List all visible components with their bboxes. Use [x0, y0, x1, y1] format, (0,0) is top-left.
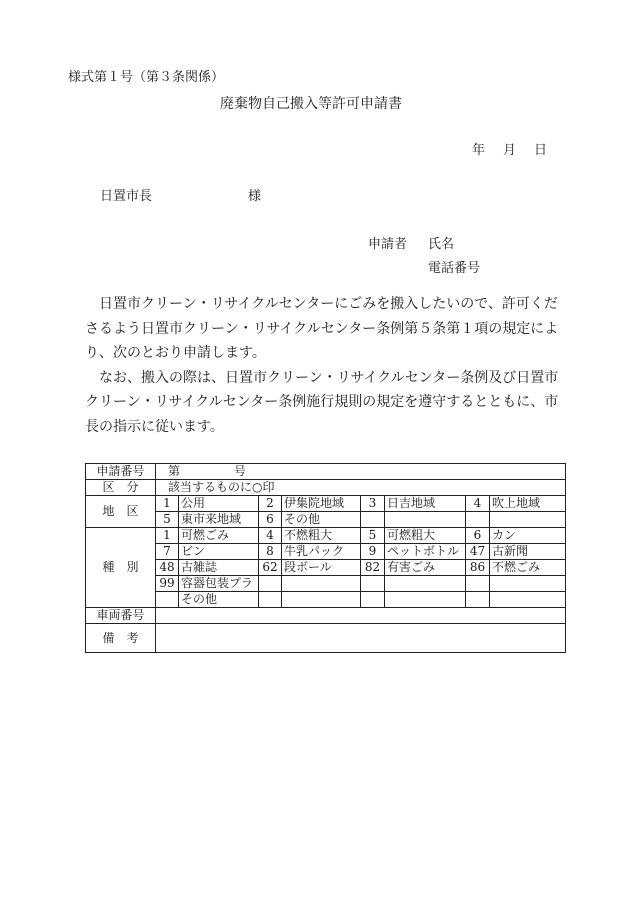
- type-option-number: 6: [466, 528, 490, 544]
- type-option-name[interactable]: 古新聞: [490, 544, 566, 560]
- type-option-number: [156, 592, 179, 608]
- type-option-number: [259, 576, 282, 592]
- type-option-name[interactable]: 段ボール: [282, 560, 361, 576]
- area-option-number: 1: [156, 496, 179, 512]
- type-option-number: 4: [259, 528, 282, 544]
- category-instruction: 該当するものに○印: [156, 480, 566, 496]
- type-option-name[interactable]: 可燃ごみ: [179, 528, 259, 544]
- area-option-name[interactable]: 東市来地域: [179, 512, 259, 528]
- area-option-name[interactable]: その他: [282, 512, 361, 528]
- type-option-name[interactable]: ペットボトル: [385, 544, 466, 560]
- type-option-number: [466, 592, 490, 608]
- area-label: 地 区: [86, 496, 156, 528]
- type-label: 種 別: [86, 528, 156, 608]
- type-option-number: [466, 576, 490, 592]
- type-option-name[interactable]: 不燃粗大: [282, 528, 361, 544]
- type-option-name[interactable]: 容器包装プラ: [179, 576, 259, 592]
- type-option-name: [385, 592, 466, 608]
- application-table: [85, 463, 566, 653]
- area-option-name[interactable]: 吹上地域: [490, 496, 566, 512]
- type-option-number: 7: [156, 544, 179, 560]
- type-row: [86, 560, 566, 576]
- applicant-label: 申請者: [368, 237, 408, 252]
- body-text: [85, 292, 570, 440]
- area-option-number: 2: [259, 496, 282, 512]
- type-option-name[interactable]: 不燃ごみ: [490, 560, 566, 576]
- paragraph-compliance: なお、搬入の際は、日置市クリーン・リサイクルセンター条例及び日置市クリーン・リサイクルセンター条例施行規則の規定を遵守するとともに、市長の指示に従います。: [85, 369, 559, 435]
- applicant-phone-label: 電話番号: [428, 261, 481, 276]
- type-option-number: 9: [361, 544, 385, 560]
- type-option-number: 47: [466, 544, 490, 560]
- area-option-name: [490, 512, 566, 528]
- application-number-row: [86, 464, 566, 480]
- type-option-name[interactable]: 牛乳パック: [282, 544, 361, 560]
- type-option-number: 86: [466, 560, 490, 576]
- remarks-field[interactable]: [156, 624, 566, 653]
- area-option-number: 3: [361, 496, 385, 512]
- application-number-field[interactable]: [156, 464, 566, 480]
- vehicle-number-field[interactable]: [156, 608, 566, 624]
- area-option-name[interactable]: 公用: [179, 496, 259, 512]
- type-row: [86, 528, 566, 544]
- date-month-label: 月: [503, 143, 517, 158]
- type-option-name[interactable]: カン: [490, 528, 566, 544]
- addressee-honorific: 様: [248, 189, 262, 204]
- type-option-number: 48: [156, 560, 179, 576]
- type-option-name: [490, 576, 566, 592]
- type-option-name[interactable]: その他: [179, 592, 259, 608]
- type-option-name: [282, 576, 361, 592]
- type-option-name[interactable]: 可燃粗大: [385, 528, 466, 544]
- category-label: 区 分: [86, 480, 156, 496]
- type-option-number: 82: [361, 560, 385, 576]
- vehicle-number-label: 車両番号: [86, 608, 156, 624]
- application-number-label: 申請番号: [86, 464, 156, 480]
- addressee-name: 日置市長: [100, 189, 153, 204]
- type-option-number: 1: [156, 528, 179, 544]
- type-option-number: 99: [156, 576, 179, 592]
- type-option-number: 8: [259, 544, 282, 560]
- type-option-name: [385, 576, 466, 592]
- area-row: [86, 496, 566, 512]
- area-option-name[interactable]: 日吉地域: [385, 496, 466, 512]
- number-suffix: 号: [233, 464, 246, 478]
- area-option-number: [466, 512, 490, 528]
- type-option-name: [490, 592, 566, 608]
- applicant-name-label: 氏名: [428, 237, 455, 252]
- paragraph-request: 日置市クリーン・リサイクルセンターにごみを搬入したいので、許可くださるよう日置市クリーン・リサイクルセンター条例第５条第１項の規定により、次のとおり申請します。: [85, 296, 559, 362]
- vehicle-number-row: [86, 608, 566, 624]
- area-option-number: 6: [259, 512, 282, 528]
- remarks-label: 備 考: [86, 624, 156, 653]
- form-number: 様式第１号（第３条関係）: [68, 70, 225, 85]
- type-row: [86, 576, 566, 592]
- type-option-number: [259, 592, 282, 608]
- area-option-number: 5: [156, 512, 179, 528]
- type-option-name[interactable]: 有害ごみ: [385, 560, 466, 576]
- date-year-label: 年: [472, 143, 486, 158]
- document-title: 廃棄物自己搬入等許可申請書: [220, 96, 402, 112]
- category-row: [86, 480, 566, 496]
- type-option-number: [361, 592, 385, 608]
- area-row: [86, 512, 566, 528]
- remarks-row: [86, 624, 566, 653]
- type-option-name[interactable]: ビン: [179, 544, 259, 560]
- number-prefix: 第: [168, 464, 181, 478]
- type-option-number: 5: [361, 528, 385, 544]
- type-row: [86, 592, 566, 608]
- type-option-number: [361, 576, 385, 592]
- area-option-number: [361, 512, 385, 528]
- date-day-label: 日: [534, 143, 548, 158]
- type-option-name[interactable]: 古雑誌: [179, 560, 259, 576]
- type-row: [86, 544, 566, 560]
- type-option-number: 62: [259, 560, 282, 576]
- area-option-number: 4: [466, 496, 490, 512]
- area-option-name[interactable]: 伊集院地域: [282, 496, 361, 512]
- type-option-name: [282, 592, 361, 608]
- area-option-name: [385, 512, 466, 528]
